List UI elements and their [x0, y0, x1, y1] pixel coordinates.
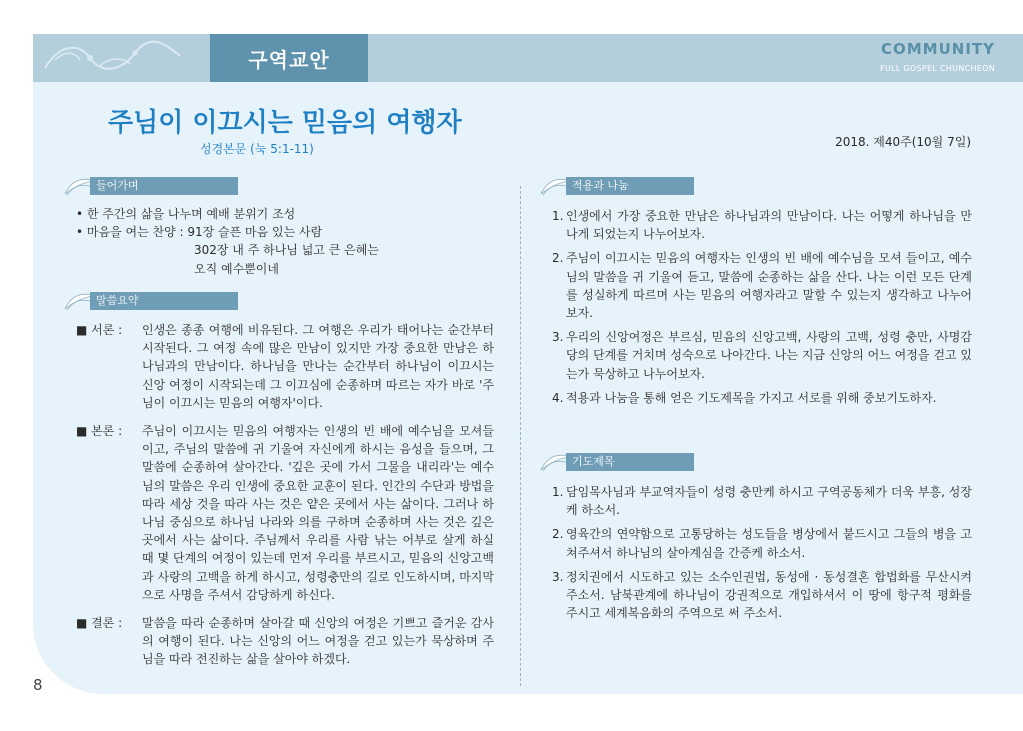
paragraph-label: ■ 본론 :: [76, 424, 123, 439]
section-heading-label: 적용과 나눔: [566, 177, 694, 195]
list-item: [552, 483, 972, 519]
application-list: [552, 207, 972, 413]
paragraph-text: 말씀을 따라 순종하며 살아갈 때 신앙의 여정은 기쁘고 즐거운 감사의 여행이 된다. 나는 신앙의 어느 여정을 걷고 있는가 묵상하며 주님을 따라 전진하는 삶을 살아야 하겠다.: [142, 616, 494, 667]
list-number: 4.: [552, 390, 564, 405]
summary-block: [76, 321, 494, 679]
list-item: [552, 568, 972, 623]
page-number: 8: [33, 676, 43, 694]
section-heading-intro: [62, 176, 238, 196]
list-text: 영육간의 연약함으로 고통당하는 성도들을 병상에서 붙드시고 그들의 병을 고쳐주셔서 하나님의 살아계심을 간증케 하소서.: [566, 527, 972, 560]
section-heading-label: 기도제목: [566, 453, 694, 471]
section-heading-label: 들어가며: [90, 177, 238, 195]
list-number: 1.: [552, 209, 564, 223]
paragraph-text: 주님이 이끄시는 믿음의 여행자는 인생의 빈 배에 예수님을 모셔들이고, 주님의 말씀에 귀 기울여 자신에게 하시는 음성을 들으며, 그 말씀에 순종하여 살아간다. '깊은 곳에 가서 그물을 내리라'는 예수님의 말씀은 우리 인생에 중요한 교훈이 된다. 인간의 수단과 방법을 따라 세상 것을 따라 사는 것은 얕은 곳에서 사는 삶이다. 그러나 하나님 중심으로 하나님 나라와 의를 구하며 순종하며 사는 것은 깊은 곳에서 사는 삶이다. 주님께서 우리를 사람 낚는 어부로 살게 하실 때 몇 단계의 여정이 있는데 먼저 우리를 부르시고, 믿음의 신앙고백과 사랑의 고백을 하게 하시고, 성령충만의 길로 인도하시며, 마지막으로 사명을 주셔서 감당하게 하신다.: [142, 424, 494, 602]
list-text: 정치권에서 시도하고 있는 소수인권법, 동성애 · 동성결혼 합법화를 무산시켜 주소서. 남북관계에 하나님이 강권적으로 개입하셔서 이 땅에 항구적 평화를 주시고 세계복음화의 주역으로 써 주소서.: [566, 569, 972, 621]
prayer-list: [552, 483, 972, 628]
intro-bullet-continued: 오직 예수뿐이네: [194, 261, 279, 276]
list-text: 인생에서 가장 중요한 만남은 하나님과의 만남이다. 나는 어떻게 하나님을 만나게 되었는지 나누어보자.: [566, 209, 972, 242]
list-text: 우리의 신앙여정은 부르심, 믿음의 신앙고백, 사랑의 고백, 성령 충만, 사명감당의 단계를 거치며 성숙으로 나아간다. 나는 지금 신앙의 어느 여정을 걷고 있는가 묵상하고 나누어보자.: [566, 330, 972, 381]
paragraph-label: ■ 결론 :: [76, 616, 123, 631]
scripture-reference: 성경본문 (눅 5:1-11): [200, 142, 314, 156]
list-item: [552, 525, 972, 561]
page-title: 주님이 이끄시는 믿음의 여행자: [108, 108, 462, 138]
paragraph-text: 인생은 종종 여행에 비유된다. 그 여행은 우리가 태어나는 순간부터 시작된다. 그 여정 속에 많은 만남이 있지만 가장 중요한 만남은 하나님과의 만남이다. 하나님을 만나는 순간부터 하나님이 이끄시는 신앙 여정이 시작되는데 그 이끄심에 순종하며 따르는 자가 바로 '주님이 이끄시는 믿음의 여행자'이다.: [142, 323, 494, 410]
list-number: 1.: [552, 485, 564, 499]
section-heading-application: [538, 176, 694, 196]
list-text: 적용과 나눔을 통해 얻은 기도제목을 가지고 서로를 위해 중보기도하자.: [566, 390, 937, 405]
summary-paragraph-body: [76, 422, 494, 604]
intro-bullet-continued: 302장 내 주 하나님 넓고 큰 은혜는: [194, 243, 379, 258]
brand-sub: FULL GOSPEL CHUNCHEON: [879, 64, 995, 73]
list-item: [552, 207, 972, 243]
intro-bullet: • 마음을 여는 찬양 : 91장 슬픈 마음 있는 사람: [76, 225, 323, 240]
header-tab-label: 구역교안: [248, 47, 330, 72]
section-heading-prayer: [538, 452, 694, 472]
intro-bullet: • 한 주간의 삶을 나누며 예배 분위기 조성: [76, 207, 296, 221]
flourish-ornament-icon: [40, 38, 190, 78]
summary-paragraph-conclusion: [76, 614, 494, 669]
section-heading-label: 말씀요약: [90, 292, 238, 310]
list-number: 2.: [552, 251, 564, 266]
list-item: [552, 328, 972, 383]
list-text: 주님이 이끄시는 믿음의 여행자는 인생의 빈 배에 예수님을 모셔 들이고, 예수님의 말씀을 귀 기울여 듣고, 말씀에 순종하는 삶을 산다. 나는 이런 모든 단계를 성실하게 따르며 사는 믿음의 여행자라고 말할 수 있는지 생각하고 나누어보자.: [566, 251, 972, 321]
lesson-date: 2018. 제40주(10월 7일): [835, 135, 971, 149]
paragraph-label: ■ 서론 :: [76, 323, 123, 337]
list-item: [552, 389, 972, 407]
list-number: 3.: [552, 330, 564, 345]
list-number: 3.: [552, 569, 564, 584]
list-item: [552, 249, 972, 322]
list-text: 담임목사님과 부교역자들이 성령 충만케 하시고 구역공동체가 더욱 부흥, 성장케 하소서.: [566, 485, 972, 518]
brand-main: COMMUNITY: [880, 40, 995, 58]
section-heading-summary: [62, 291, 238, 311]
header-tab: [210, 34, 368, 82]
intro-block: [76, 205, 506, 278]
summary-paragraph-intro: [76, 321, 494, 412]
column-divider: [520, 186, 521, 686]
list-number: 2.: [552, 527, 564, 542]
brand: [880, 40, 995, 73]
